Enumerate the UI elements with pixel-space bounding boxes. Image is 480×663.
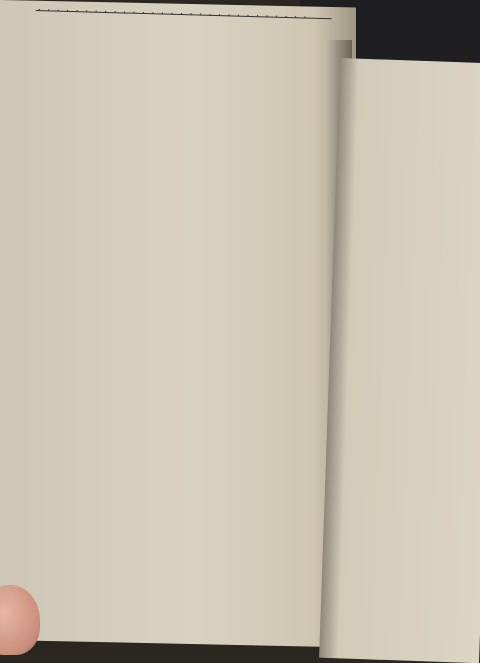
right-page xyxy=(319,58,480,663)
leader-dots: . . . . . . . . . . . . . . . . . . . . . . . . . . . . . xyxy=(37,1,309,21)
table-of-contents xyxy=(36,0,336,21)
